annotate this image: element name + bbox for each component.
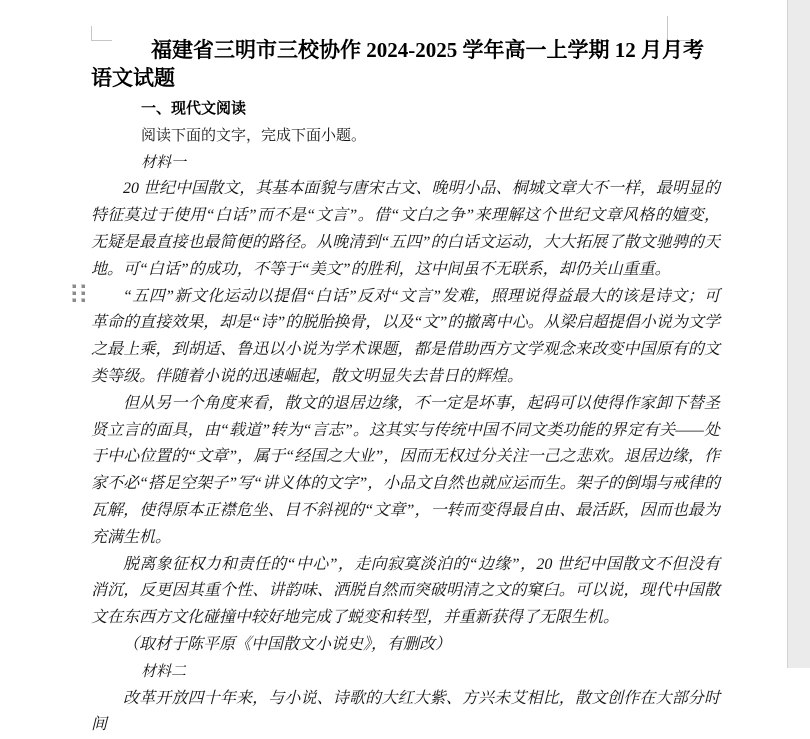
document-page — [91, 36, 720, 739]
drag-handle-dot — [72, 284, 76, 288]
drag-handle-dot — [72, 298, 76, 302]
instruction-line: 阅读下面的文字，完成下面小题。 — [141, 127, 367, 144]
body-paragraph: 改革开放四十年来，与小说、诗歌的大红大紫、方兴未艾相比，散文创作在大部分时间 — [91, 689, 720, 734]
body-paragraph: 脱离象征权力和责任的“中心”，走向寂寞淡泊的“边缘”，20 世纪中国散文不但没有消沉，反更因其重个性、讲韵味、洒脱自然而突破明清之文的窠臼。可以说，现代中国散文在东西方文化碰撞中较好地完成了蜕变和转型，并重新获得了无限生机。 — [91, 555, 720, 627]
material-one-label: 材料一 — [141, 154, 187, 171]
material-two-label: 材料二 — [141, 663, 187, 680]
document-title: 福建省三明市三校协作 2024-2025 学年高一上学期 12 月月考语文试题 — [91, 38, 704, 90]
drag-handle-dot — [81, 284, 85, 288]
source-attribution: （取材于陈平原《中国散文小说史》，有删改） — [123, 635, 452, 653]
body-paragraph: 20 世纪中国散文，其基本面貌与唐宋古文、晚明小品、桐城文章大不一样，最明显的特征莫过于使用“白话”而不是“文言”。借“文白之争”来理解这个世纪文章风格的嬗变，无疑是最直接也最简便的路径。从晚清到“五四”的白话文运动，大大拓展了散文驰骋的天地。可“白话”的成功，不等于“美文”的胜利，这中间虽不无联系，却仍关山重重。 — [91, 180, 720, 278]
drag-handle-dot — [72, 291, 76, 295]
drag-handle-dot — [81, 291, 85, 295]
body-paragraph: 但从另一个角度来看，散文的退居边缘，不一定是坏事，起码可以使得作家卸下替圣贤立言的面具，由“载道”转为“言志”。这其实与传统中国不同文类功能的界定有关——处于中心位置的“文章”，属于“经国之大业”，因而无权过分关注一己之悲欢。退居边缘，作家不必“搭足空架子”写“讲义体的文字”，小品文自然也就应运而生。架子的倒塌与戒律的瓦解，使得原本正襟危坐、目不斜视的“文章”，一转而变得最自由、最活跃，因而也最为充满生机。 — [91, 394, 720, 546]
canvas-margin-strip — [787, 0, 810, 668]
section-heading: 一、现代文阅读 — [141, 100, 247, 117]
drag-handle-dot — [81, 298, 85, 302]
body-paragraph: “五四”新文化运动以提倡“白话”反对“文言”发难，照理说得益最大的该是诗文；可革命的直接效果，却是“诗”的脱胎换骨，以及“文”的撤离中心。从梁启超提倡小说为文学之最上乘，到胡适、鲁迅以小说为学术课题，都是借助西方文学观念来改变中国原有的文类等级。伴随着小说的迅速崛起，散文明显失去昔日的辉煌。 — [91, 287, 720, 385]
drag-handle-icon[interactable] — [72, 284, 85, 302]
